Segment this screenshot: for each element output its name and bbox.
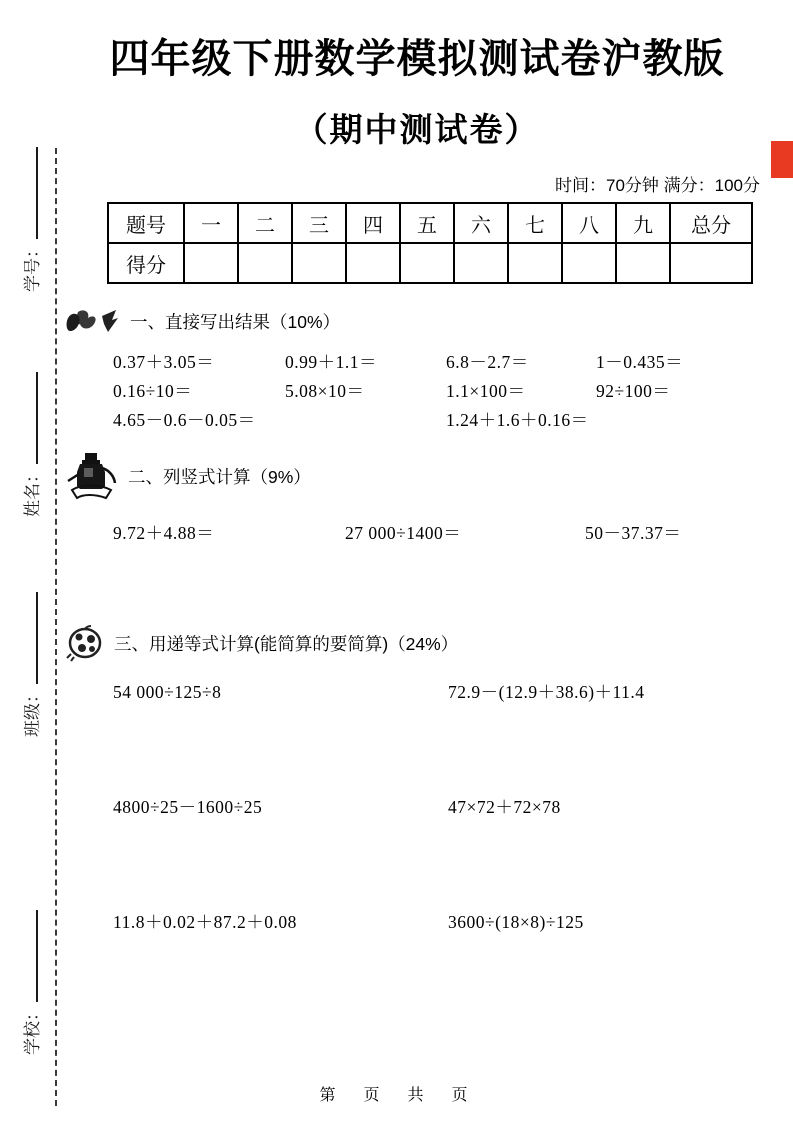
student-name-label: 姓名： <box>22 466 42 517</box>
ladybug-icon <box>64 624 104 662</box>
student-number-field <box>17 122 43 292</box>
score-col-header: 二 <box>238 203 292 243</box>
problem: 47×72＋72×78 <box>448 797 561 817</box>
page-subtitle: （期中测试卷） <box>294 111 540 148</box>
class-label: 班级： <box>22 686 42 737</box>
score-table-score-row <box>108 243 752 283</box>
problem: 5.08×10＝ <box>285 381 365 401</box>
problem: 27 000÷1400＝ <box>345 523 462 543</box>
score-col-header: 五 <box>400 203 454 243</box>
section-1-header <box>64 306 762 336</box>
student-name-field <box>17 347 43 517</box>
page-footer: 第 页 共 页 <box>319 1087 474 1104</box>
score-cell-empty <box>238 243 292 283</box>
problem: 11.8＋0.02＋87.2＋0.08 <box>113 912 297 932</box>
section-1-problems <box>113 348 762 435</box>
score-cell-empty <box>400 243 454 283</box>
problem: 0.99＋1.1＝ <box>285 352 377 372</box>
score-col-header: 四 <box>346 203 400 243</box>
score-cell-empty <box>508 243 562 283</box>
score-col-header: 八 <box>562 203 616 243</box>
red-edge-marker <box>771 141 793 178</box>
student-name-blank <box>22 372 38 464</box>
problem: 1.24＋1.6＋0.16＝ <box>446 410 589 430</box>
main-content <box>72 0 762 937</box>
score-cell-empty <box>670 243 752 283</box>
student-number-blank <box>22 147 38 239</box>
score-cell-empty <box>454 243 508 283</box>
score-cell-empty <box>184 243 238 283</box>
score-table-header-row <box>108 203 752 243</box>
score-col-header: 三 <box>292 203 346 243</box>
section-3-header <box>64 624 762 662</box>
section-2-title: 二、列竖式计算（9%） <box>128 466 311 487</box>
score-col-header: 总分 <box>670 203 752 243</box>
problem: 4800÷25－1600÷25 <box>113 797 263 817</box>
school-field <box>17 885 43 1055</box>
score-cell-empty <box>562 243 616 283</box>
problem: 72.9－(12.9＋38.6)＋11.4 <box>448 682 645 702</box>
time-score-info: 时间：70分钟 满分：100分 <box>555 176 760 195</box>
problem: 54 000÷125÷8 <box>113 682 222 702</box>
problem: 6.8－2.7＝ <box>446 352 529 372</box>
score-cell-empty <box>346 243 400 283</box>
section-3-problems <box>113 678 762 937</box>
problem: 50－37.37＝ <box>585 523 682 543</box>
problem: 1－0.435＝ <box>596 352 684 372</box>
score-col-header: 题号 <box>108 203 184 243</box>
section-1-title: 一、直接写出结果（10%） <box>130 311 341 332</box>
problem: 4.65－0.6－0.05＝ <box>113 410 256 430</box>
problem: 0.16÷10＝ <box>113 381 193 401</box>
section-2-problems <box>113 519 762 548</box>
ink-bottle-icon <box>64 451 118 501</box>
ink-brush-icon <box>64 306 120 336</box>
score-cell-empty <box>292 243 346 283</box>
section-3-title: 三、用递等式计算(能简算的要简算)（24%） <box>114 633 459 654</box>
problem: 3600÷(18×8)÷125 <box>448 912 584 932</box>
score-col-header: 九 <box>616 203 670 243</box>
section-2-header <box>64 451 762 501</box>
score-col-header: 一 <box>184 203 238 243</box>
dashed-fold-line <box>55 148 57 1106</box>
problem: 1.1×100＝ <box>446 381 526 401</box>
problem: 9.72＋4.88＝ <box>113 523 215 543</box>
score-col-header: 七 <box>508 203 562 243</box>
score-col-header: 六 <box>454 203 508 243</box>
page-title: 四年级下册数学模拟测试卷沪教版 <box>109 37 725 81</box>
score-cell-empty <box>616 243 670 283</box>
problem: 0.37＋3.05＝ <box>113 352 215 372</box>
student-number-label: 学号： <box>22 241 42 292</box>
score-table <box>107 202 753 284</box>
school-label: 学校： <box>22 1004 42 1055</box>
score-row-label: 得分 <box>108 243 184 283</box>
class-field <box>17 567 43 737</box>
problem: 92÷100＝ <box>596 381 671 401</box>
school-blank <box>22 910 38 1002</box>
class-blank <box>22 592 38 684</box>
